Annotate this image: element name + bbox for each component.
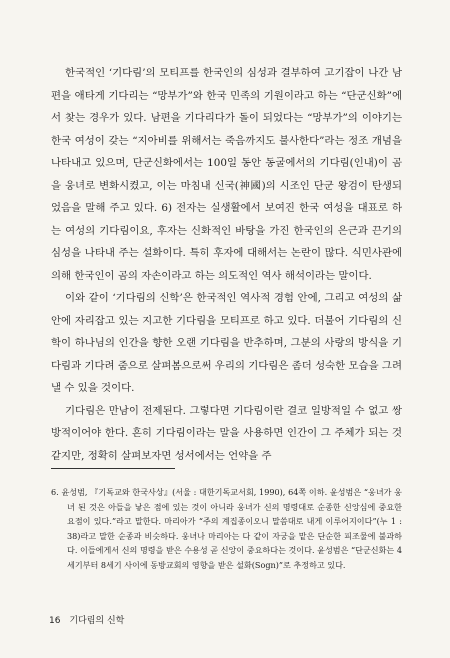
footnote-divider	[51, 468, 175, 469]
running-title: 기다림의 신학	[69, 616, 125, 626]
paragraph-2: 이와 같이 ‘기다림의 신학’은 한국적인 역사적 경험 안에, 그리고 여성의 삶 안에 자리잡고 있는 지고한 기다림을 모티프로 하고 있다. 더불어 기다림의 신학이 하나님의 인간을 향한 오랜 기다림을 반추하며, 그분의 사랑의 방식을 기다림과 기다려 줌으로 살펴봄으로써 우리의 기다림은 좀더 성숙한 모습을 그려 낼 수 있을 것이다.	[51, 292, 402, 394]
body-text	[51, 62, 402, 467]
page-footer	[49, 613, 130, 626]
paragraph-3: 기다림은 만남이 전제된다. 그렇다면 기다림이란 결코 일방적일 수 없고 쌍방적이어야 한다. 흔히 기다림이라는 말을 사용하면 인간이 그 주체가 되는 것 같지만, 정확히 살펴보자면 성서에서는 언약을 주	[51, 404, 402, 462]
page-number: 16	[49, 616, 61, 626]
paragraph-1: 한국적인 ‘기다림’의 모티프를 한국인의 심성과 결부하여 고기잡이 나간 남편을 애타게 기다리는 “망부가”와 한국 민족의 기원이라고 하는 “단군신화”에서 찾는 경우가 있다. 남편을 기다리다가 돌이 되었다는 “망부가”의 이야기는 한국 여성이 갖는 “지아비를 위해서는 죽음까지도 불사한다”라는 정조 개념을 나타내고 있으며, 단군신화에서는 100일 동안 동굴에서의 기다림(인내)이 곰을 웅녀로 변화시켰고, 이는 마침내 신국(神國)의 시조인 단군 왕검이 탄생되었음을 말해 주고 있다. 6) 전자는 실생활에서 보여진 한국 여성을 대표로 하는 여성의 기다림이요, 후자는 신화적인 바탕을 가진 한국인의 은근과 끈기의 심성을 나타내 주는 설화이다. 특히 후자에 대해서는 논란이 많다. 식민사관에 의해 한국인이 곰의 자손이라고 하는 의도적인 역사 해석이라는 말이다.	[51, 67, 402, 282]
footnote-6: 6. 윤성범, 『기독교와 한국사상』(서울 : 대한기독교서회, 1990), 64쪽 이하. 윤성범은 “웅녀가 웅녀 된 것은 아들을 낳은 점에 있는 것이 아니라 웅녀가 신의 명령대로 순종한 신앙심에 중요한 요점이 있다.”라고 말한다. 마리아가 “주의 계집종이오니 말씀대로 내게 이루어지이다”(누 1 : 38)라고 말한 순종과 비슷하다. 웅녀나 마리아는 다 같이 자궁을 맡은 단순한 피조물에 불과하다. 이들에게서 신의 명령을 받은 수용성 곧 신앙이 중요하다는 것이다. 윤성범은 “단군신화는 4세기부터 8세기 사이에 동방교회의 영향을 받은 설화(Sogn)”로 추정하고 있다.	[51, 487, 402, 570]
